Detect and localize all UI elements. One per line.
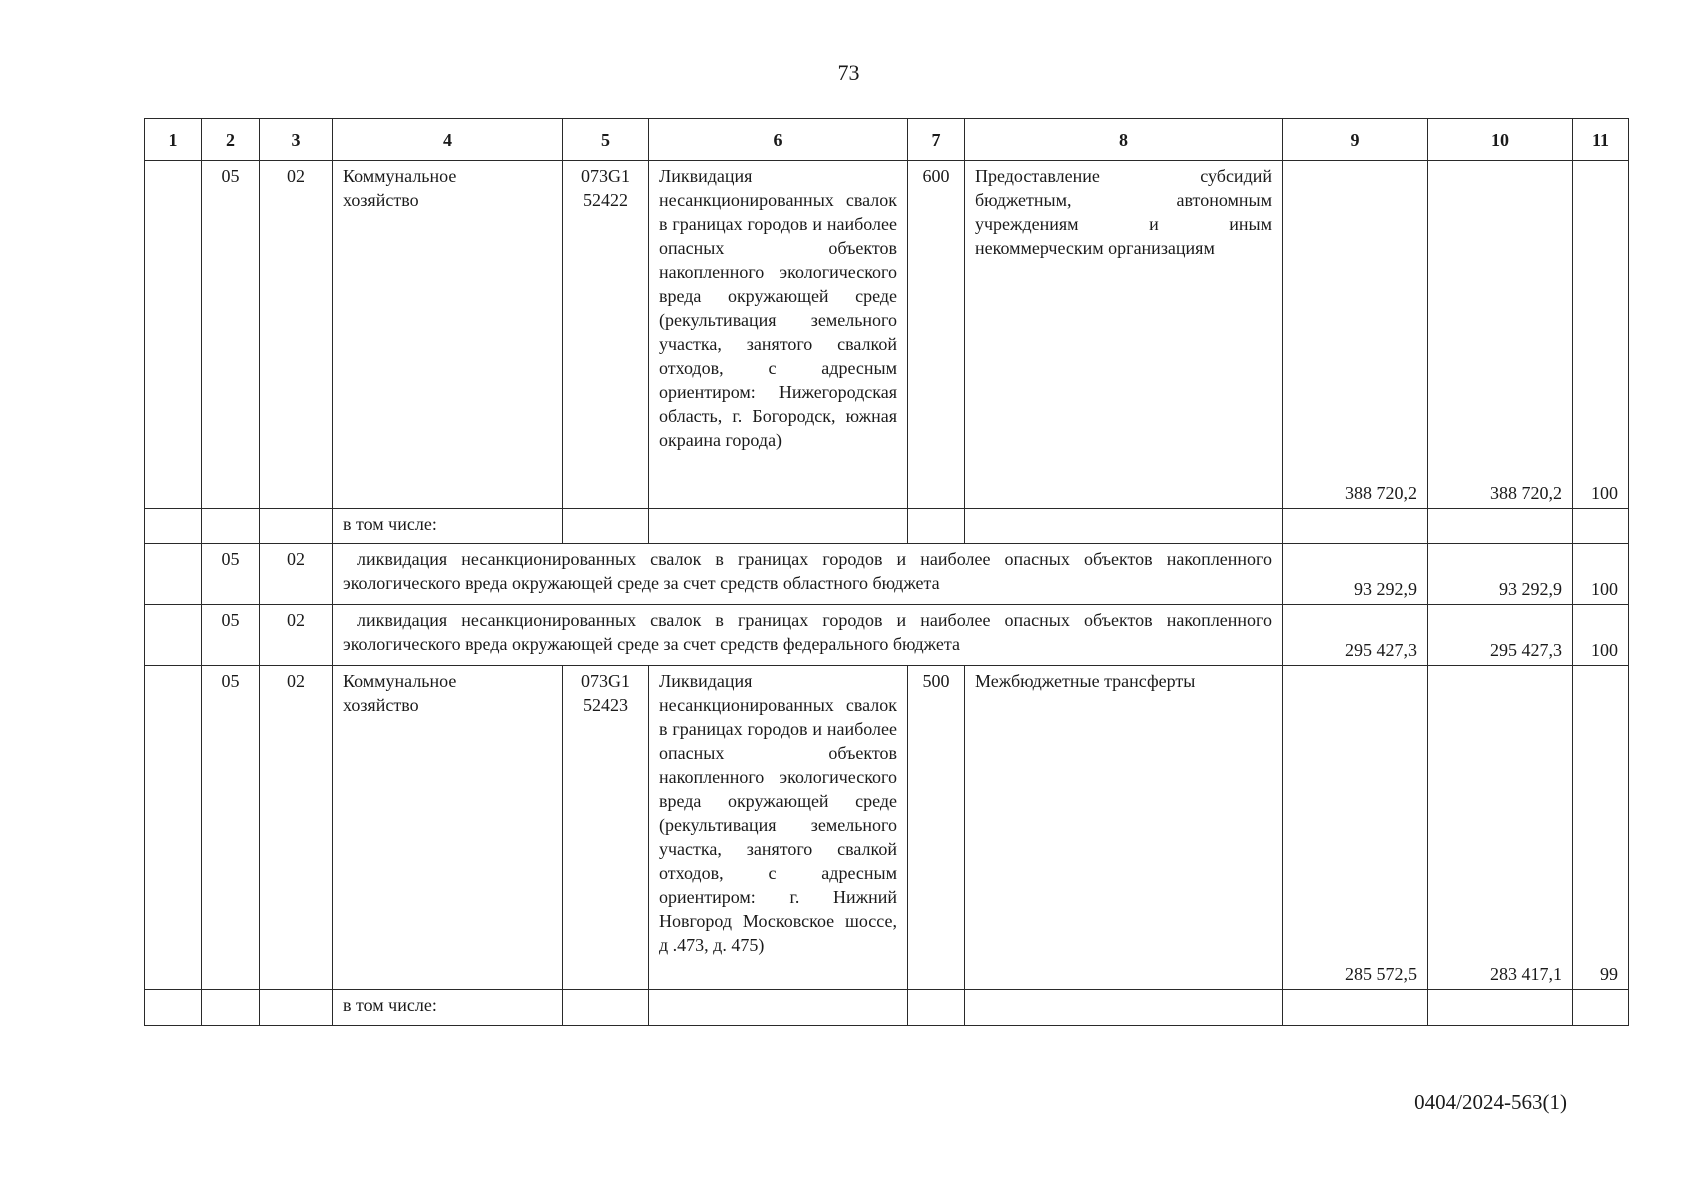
executed-amount: 93 292,9 [1428, 544, 1573, 605]
table-row [145, 990, 1629, 1026]
expense-type-code: 500 [908, 666, 965, 990]
table-cell [649, 509, 908, 544]
planned-amount: 388 720,2 [1283, 161, 1428, 509]
table-cell [145, 161, 202, 509]
expense-type-code: 600 [908, 161, 965, 509]
header-cell: 8 [965, 119, 1283, 161]
table-cell [1283, 990, 1428, 1026]
expense-type-name: Предоставление субсидий бюджетным, автономным учреждениям и иным некоммерческим организациям [965, 161, 1283, 509]
target-article-code: 073G1 52423 [563, 666, 649, 990]
target-article-name: Ликвидация несанкционированных свалок в границах городов и наиболее опасных объектов накопленного экологического вреда окружающей среде (рекультивация земельного участка, занятого свалкой отходов, с адресным ориентиром: г. Нижний Новгород Московское шоссе, д .473, д. 475) [649, 666, 908, 990]
table-cell [145, 605, 202, 666]
header-row [145, 119, 1629, 161]
table-row [145, 161, 1629, 509]
table-cell [202, 509, 260, 544]
table-cell [1428, 990, 1573, 1026]
header-cell: 7 [908, 119, 965, 161]
header-cell: 9 [1283, 119, 1428, 161]
section-code: 05 [202, 161, 260, 509]
executed-amount: 295 427,3 [1428, 605, 1573, 666]
table-cell [202, 990, 260, 1026]
table-cell [563, 990, 649, 1026]
table-cell [145, 990, 202, 1026]
budget-table [144, 118, 1629, 1026]
header-cell: 5 [563, 119, 649, 161]
sub-item-description: ликвидация несанкционированных свалок в границах городов и наиболее опасных объектов накопленного экологического вреда окружающей среде за счет средств областного бюджета [333, 544, 1283, 605]
table-row [145, 666, 1629, 990]
sub-item-description: ликвидация несанкционированных свалок в границах городов и наиболее опасных объектов накопленного экологического вреда окружающей среде за счет средств федерального бюджета [333, 605, 1283, 666]
table-cell [260, 509, 333, 544]
execution-percent: 99 [1573, 666, 1629, 990]
table-cell [145, 509, 202, 544]
table-row [145, 605, 1629, 666]
execution-percent: 100 [1573, 161, 1629, 509]
table-cell [563, 509, 649, 544]
header-cell: 3 [260, 119, 333, 161]
header-cell: 10 [1428, 119, 1573, 161]
header-cell: 6 [649, 119, 908, 161]
table-cell [908, 509, 965, 544]
table-cell [1283, 509, 1428, 544]
table-cell [965, 509, 1283, 544]
subsection-code: 02 [260, 605, 333, 666]
section-code: 05 [202, 605, 260, 666]
table-cell [1573, 509, 1629, 544]
execution-percent: 100 [1573, 605, 1629, 666]
execution-percent: 100 [1573, 544, 1629, 605]
table-cell [1573, 990, 1629, 1026]
executed-amount: 283 417,1 [1428, 666, 1573, 990]
expense-type-name: Межбюджетные трансферты [965, 666, 1283, 990]
header-cell: 4 [333, 119, 563, 161]
subsection-code: 02 [260, 666, 333, 990]
header-cell: 2 [202, 119, 260, 161]
table-cell [908, 990, 965, 1026]
table-row [145, 544, 1629, 605]
executed-amount: 388 720,2 [1428, 161, 1573, 509]
table-row [145, 509, 1629, 544]
table-cell [965, 990, 1283, 1026]
page-number: 73 [837, 60, 860, 85]
document-code: 0404/2024-563(1) [1414, 1090, 1567, 1114]
section-code: 05 [202, 666, 260, 990]
table-cell [260, 990, 333, 1026]
planned-amount: 93 292,9 [1283, 544, 1428, 605]
table-cell [649, 990, 908, 1026]
table-cell [145, 666, 202, 990]
planned-amount: 285 572,5 [1283, 666, 1428, 990]
section-code: 05 [202, 544, 260, 605]
subsection-code: 02 [260, 544, 333, 605]
section-name: Коммунальное хозяйство [333, 666, 563, 990]
including-label: в том числе: [333, 509, 563, 544]
section-name: Коммунальное хозяйство [333, 161, 563, 509]
subsection-code: 02 [260, 161, 333, 509]
target-article-code: 073G1 52422 [563, 161, 649, 509]
including-label: в том числе: [333, 990, 563, 1026]
header-cell: 1 [145, 119, 202, 161]
table-cell [1428, 509, 1573, 544]
table-cell [145, 544, 202, 605]
target-article-name: Ликвидация несанкционированных свалок в границах городов и наиболее опасных объектов накопленного экологического вреда окружающей среде (рекультивация земельного участка, занятого свалкой отходов, с адресным ориентиром: Нижегородская область, г. Богородск, южная окраина города) [649, 161, 908, 509]
planned-amount: 295 427,3 [1283, 605, 1428, 666]
header-cell: 11 [1573, 119, 1629, 161]
